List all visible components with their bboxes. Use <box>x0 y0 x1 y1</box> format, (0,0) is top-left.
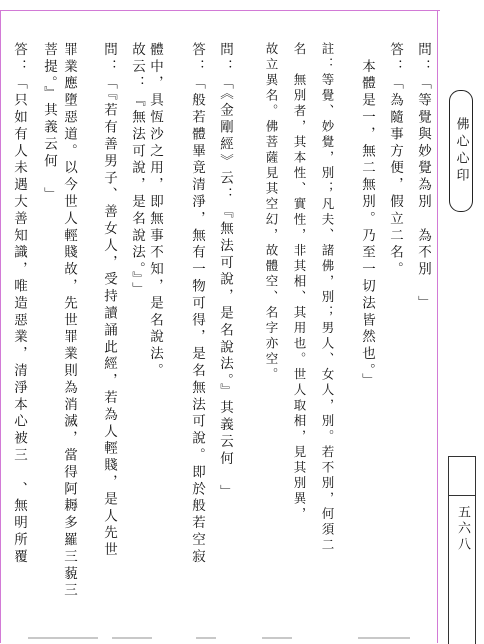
text-column-11: 問：「『若有善男子、善女人，受持讀誦此經，若為人輕賤，是人先世 <box>101 42 117 560</box>
text-column-12: 罪業應墮惡道。以今世人輕賤故，先世罪業則為消滅，當得阿耨多羅三藐三 <box>61 42 77 600</box>
page-number-divider <box>448 495 475 496</box>
page-frame-top <box>0 10 440 11</box>
book-title-tab <box>449 90 473 212</box>
bottom-rule-5 <box>358 637 410 639</box>
bottom-rule-3 <box>196 637 216 639</box>
text-column-9: 體中，具恆沙之用，即無事不知，是名說法。 <box>147 42 163 380</box>
text-column-14: 答：「只如有人未遇大善知識，唯造惡業，清淨本心被三 、無明所覆 <box>11 42 27 566</box>
text-column-2: 答：「為隨事方便，假立二名。 <box>387 42 403 279</box>
page-number: 五六八 <box>455 505 470 553</box>
text-column-6: 故立異名。佛菩薩見其空幻，故體空、名字亦空。 <box>264 42 279 383</box>
text-column-7: 問：「《金剛經》云：『無法可說，是名說法。』其義云何 」 <box>217 42 233 502</box>
book-title: 佛心心印 <box>453 117 469 185</box>
bottom-rule-4 <box>262 637 292 639</box>
text-column-5: 名 無別者，其本性、實性，非其相、其用也。世人取相，見其別異， <box>292 42 307 523</box>
text-column-1: 問：「等覺與妙覺為別 為不別 」 <box>415 42 431 313</box>
bottom-rule-1 <box>28 637 98 639</box>
text-column-13: 菩提。』其義云何 」 <box>41 42 57 205</box>
page-frame-left <box>0 10 1 643</box>
text-column-8: 答：「般若體畢竟清淨，無有一物可得，是名無法可說。即於般若空寂 <box>189 42 205 566</box>
bottom-rule-2 <box>112 637 152 639</box>
page-number-box <box>448 456 476 644</box>
text-column-3: 本體是一，無二無別。乃至一切法皆然也。」 <box>359 42 375 391</box>
text-column-10: 故云：『無法可說，是名說法。』」 <box>129 42 145 299</box>
text-column-4: 註：等覺、妙覺，別；凡夫、諸佛，別；男人、女人，別。若不別，何須二 <box>320 42 335 554</box>
text-body <box>4 42 434 643</box>
page-frame-right <box>437 10 438 643</box>
